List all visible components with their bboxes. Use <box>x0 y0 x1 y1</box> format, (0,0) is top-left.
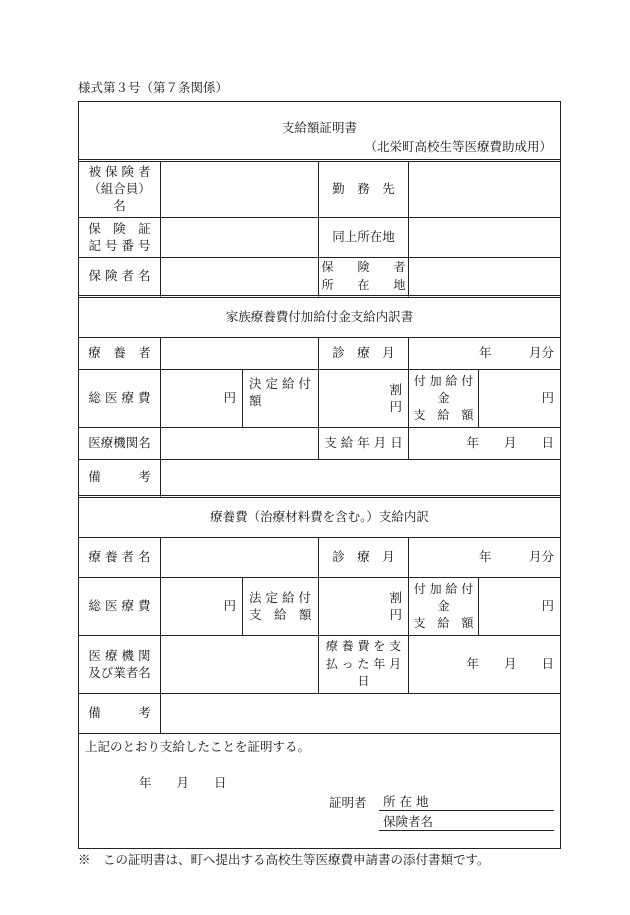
same-address-label: 同上所在地 <box>319 218 409 258</box>
insurer-name-field[interactable] <box>161 258 319 298</box>
workplace-label: 勤 務 先 <box>319 162 409 218</box>
family-total-cost-field[interactable]: 円 <box>161 370 243 428</box>
document-title: 支給額証明書 <box>281 120 357 135</box>
certifier-insurer-field[interactable] <box>379 814 554 831</box>
family-treatment-month-label: 診 療 月 <box>319 338 409 370</box>
medical-paid-date-label: 療 養 費 を 支 払 っ た 年 月 日 <box>319 636 409 694</box>
medical-statutory-benefit-field[interactable]: 割 円 <box>319 578 409 636</box>
family-institution-label: 医療機関名 <box>79 428 161 460</box>
medical-paid-date-field[interactable]: 年 月 日 <box>409 636 560 694</box>
medical-additional-benefit-field[interactable]: 円 <box>479 578 560 636</box>
medical-patient-field[interactable] <box>161 538 319 578</box>
medical-treatment-month-label: 診 療 月 <box>319 538 409 578</box>
medical-treatment-month-field[interactable]: 年 月分 <box>409 538 560 578</box>
insurer-name-label: 保 険 者 名 <box>79 258 161 298</box>
family-payment-date-label: 支 給 年 月 日 <box>319 428 409 460</box>
medical-section-title: 療養費（治療材料費を含む。）支給内訳 <box>79 498 560 538</box>
insurer-address-label: 保 険 者 所 在 地 <box>319 258 409 298</box>
medical-remarks-label: 備 考 <box>79 694 161 734</box>
family-additional-benefit-field[interactable]: 円 <box>479 370 560 428</box>
insurer-address-field[interactable] <box>409 258 560 298</box>
medical-institution-label: 医 療 機 関 及び業者名 <box>79 636 161 694</box>
insured-name-label: 被 保 険 者 （組合員） 名 <box>79 162 161 218</box>
certifier-insurer-label: 保険者名 <box>383 814 434 829</box>
medical-statutory-benefit-label: 法 定 給 付 支 給 額 <box>243 578 319 636</box>
family-institution-field[interactable] <box>161 428 319 460</box>
medical-additional-benefit-label: 付 加 給 付 金 支 給 額 <box>409 578 479 636</box>
certifier-address-label: 所 在 地 <box>383 794 429 809</box>
card-number-field[interactable] <box>161 218 319 258</box>
family-decided-benefit-label: 決 定 給 付 額 <box>243 370 319 428</box>
insured-name-field[interactable] <box>161 162 319 218</box>
document-subtitle: （北栄町高校生等医療費助成用） <box>364 139 552 154</box>
family-payment-date-field[interactable]: 年 月 日 <box>409 428 560 460</box>
medical-total-cost-field[interactable]: 円 <box>161 578 243 636</box>
certifier-address-field[interactable] <box>379 794 554 811</box>
certificate-form <box>78 101 561 849</box>
family-patient-label: 療 養 者 <box>79 338 161 370</box>
certifier-label: 証明者 <box>329 795 367 810</box>
family-remarks-field[interactable] <box>161 460 560 498</box>
certification-date[interactable]: 年 月 日 <box>139 775 227 790</box>
certification-statement: 上記のとおり支給したことを証明する。 <box>85 739 311 754</box>
family-decided-benefit-field[interactable]: 割 円 <box>319 370 409 428</box>
medical-patient-label: 療 養 者 名 <box>79 538 161 578</box>
same-address-field[interactable] <box>409 218 560 258</box>
family-additional-benefit-label: 付 加 給 付 金 支 給 額 <box>409 370 479 428</box>
family-total-cost-label: 総 医 療 費 <box>79 370 161 428</box>
medical-remarks-field[interactable] <box>161 694 560 734</box>
medical-total-cost-label: 総 医 療 費 <box>79 578 161 636</box>
form-number: 様式第３号（第７条関係） <box>78 80 229 95</box>
family-section-title: 家族療養費付加給付金支給内訳書 <box>79 298 560 338</box>
card-number-label: 保 険 証 記 号 番 号 <box>79 218 161 258</box>
workplace-field[interactable] <box>409 162 560 218</box>
medical-institution-field[interactable] <box>161 636 319 694</box>
family-remarks-label: 備 考 <box>79 460 161 498</box>
family-treatment-month-field[interactable]: 年 月分 <box>409 338 560 370</box>
family-patient-field[interactable] <box>161 338 319 370</box>
footer-note: ※ この証明書は、町へ提出する高校生等医療費申請書の添付書類です。 <box>78 852 490 867</box>
